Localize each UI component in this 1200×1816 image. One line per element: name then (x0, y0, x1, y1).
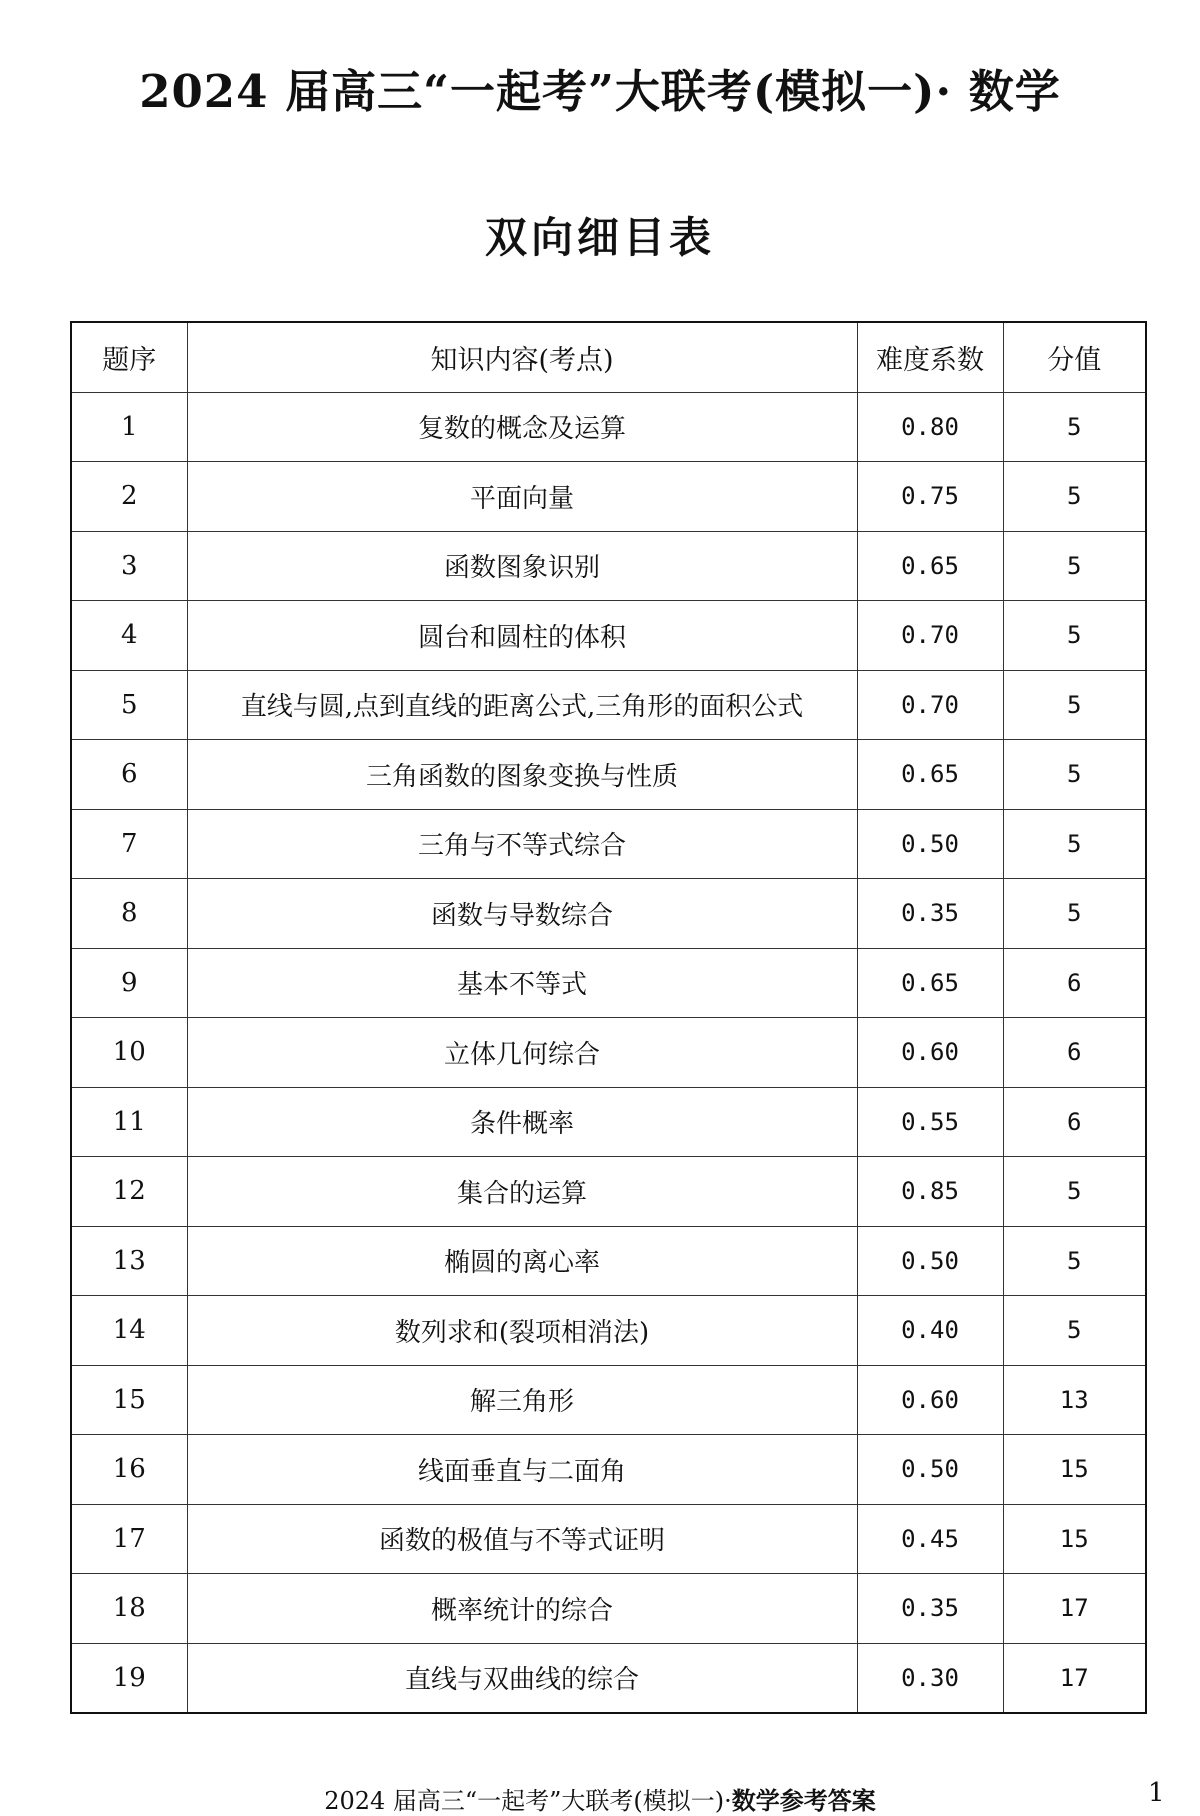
cell-score: 5 (1003, 670, 1146, 740)
cell-difficulty: 0.80 (857, 392, 1003, 462)
table-row (71, 1296, 1146, 1366)
cell-knowledge-content: 集合的运算 (187, 1157, 857, 1227)
table-container (70, 321, 1145, 1714)
cell-question-number: 16 (71, 1435, 187, 1505)
table-row (71, 1504, 1146, 1574)
cell-difficulty: 0.35 (857, 1574, 1003, 1644)
cell-score: 15 (1003, 1504, 1146, 1574)
cell-question-number: 2 (71, 462, 187, 532)
cell-difficulty: 0.65 (857, 740, 1003, 810)
cell-score: 5 (1003, 1157, 1146, 1227)
cell-difficulty: 0.40 (857, 1296, 1003, 1366)
table-row (71, 1435, 1146, 1505)
cell-difficulty: 0.50 (857, 1226, 1003, 1296)
cell-score: 5 (1003, 740, 1146, 810)
table-row (71, 531, 1146, 601)
cell-knowledge-content: 数列求和(裂项相消法) (187, 1296, 857, 1366)
cell-question-number: 7 (71, 809, 187, 879)
specification-table (70, 321, 1147, 1714)
header-difficulty: 难度系数 (857, 322, 1003, 392)
cell-question-number: 14 (71, 1296, 187, 1366)
table-row (71, 670, 1146, 740)
header-knowledge-content: 知识内容(考点) (187, 322, 857, 392)
table-row (71, 1018, 1146, 1088)
cell-knowledge-content: 函数的极值与不等式证明 (187, 1504, 857, 1574)
table-row (71, 1226, 1146, 1296)
cell-knowledge-content: 平面向量 (187, 462, 857, 532)
cell-knowledge-content: 函数与导数综合 (187, 879, 857, 949)
cell-question-number: 10 (71, 1018, 187, 1088)
table-row (71, 879, 1146, 949)
footer-text-bold: 数学参考答案 (731, 1786, 876, 1815)
cell-score: 6 (1003, 1087, 1146, 1157)
table-row (71, 601, 1146, 671)
cell-difficulty: 0.65 (857, 531, 1003, 601)
cell-difficulty: 0.35 (857, 879, 1003, 949)
cell-knowledge-content: 概率统计的综合 (187, 1574, 857, 1644)
cell-difficulty: 0.65 (857, 948, 1003, 1018)
cell-score: 5 (1003, 392, 1146, 462)
cell-question-number: 8 (71, 879, 187, 949)
cell-question-number: 17 (71, 1504, 187, 1574)
table-row (71, 1643, 1146, 1713)
cell-difficulty: 0.60 (857, 1018, 1003, 1088)
table-row (71, 392, 1146, 462)
cell-knowledge-content: 椭圆的离心率 (187, 1226, 857, 1296)
cell-knowledge-content: 三角与不等式综合 (187, 809, 857, 879)
section-title: 双向细目表 (484, 213, 715, 262)
cell-question-number: 4 (71, 601, 187, 671)
table-row (71, 1574, 1146, 1644)
cell-score: 15 (1003, 1435, 1146, 1505)
cell-difficulty: 0.55 (857, 1087, 1003, 1157)
cell-difficulty: 0.70 (857, 601, 1003, 671)
cell-knowledge-content: 条件概率 (187, 1087, 857, 1157)
table-row (71, 1365, 1146, 1435)
cell-question-number: 6 (71, 740, 187, 810)
cell-knowledge-content: 直线与圆,点到直线的距离公式,三角形的面积公式 (187, 670, 857, 740)
cell-difficulty: 0.45 (857, 1504, 1003, 1574)
cell-score: 17 (1003, 1643, 1146, 1713)
cell-question-number: 11 (71, 1087, 187, 1157)
cell-question-number: 12 (71, 1157, 187, 1227)
document-title: 2024 届高三“一起考”大联考(模拟一)· 数学 (139, 65, 1061, 118)
cell-question-number: 5 (71, 670, 187, 740)
cell-question-number: 18 (71, 1574, 187, 1644)
cell-difficulty: 0.75 (857, 462, 1003, 532)
cell-knowledge-content: 立体几何综合 (187, 1018, 857, 1088)
cell-score: 5 (1003, 879, 1146, 949)
cell-knowledge-content: 函数图象识别 (187, 531, 857, 601)
cell-knowledge-content: 解三角形 (187, 1365, 857, 1435)
cell-score: 5 (1003, 531, 1146, 601)
table-row (71, 740, 1146, 810)
footer-text: 2024 届高三“一起考”大联考(模拟一)· (324, 1787, 732, 1815)
cell-difficulty: 0.70 (857, 670, 1003, 740)
cell-knowledge-content: 复数的概念及运算 (187, 392, 857, 462)
header-score: 分值 (1003, 322, 1146, 392)
table-row (71, 1157, 1146, 1227)
cell-score: 5 (1003, 1296, 1146, 1366)
cell-question-number: 1 (71, 392, 187, 462)
cell-score: 5 (1003, 462, 1146, 532)
cell-difficulty: 0.50 (857, 1435, 1003, 1505)
cell-score: 5 (1003, 809, 1146, 879)
cell-score: 5 (1003, 601, 1146, 671)
table-row (71, 1087, 1146, 1157)
cell-question-number: 15 (71, 1365, 187, 1435)
cell-difficulty: 0.30 (857, 1643, 1003, 1713)
cell-knowledge-content: 基本不等式 (187, 948, 857, 1018)
cell-score: 5 (1003, 1226, 1146, 1296)
table-row (71, 948, 1146, 1018)
cell-knowledge-content: 线面垂直与二面角 (187, 1435, 857, 1505)
cell-difficulty: 0.60 (857, 1365, 1003, 1435)
cell-knowledge-content: 圆台和圆柱的体积 (187, 601, 857, 671)
page-number: 1 (1148, 1778, 1165, 1808)
cell-question-number: 13 (71, 1226, 187, 1296)
cell-score: 6 (1003, 948, 1146, 1018)
cell-question-number: 3 (71, 531, 187, 601)
cell-score: 6 (1003, 1018, 1146, 1088)
header-question-number: 题序 (71, 322, 187, 392)
table-body (71, 392, 1146, 1713)
cell-knowledge-content: 三角函数的图象变换与性质 (187, 740, 857, 810)
cell-difficulty: 0.85 (857, 1157, 1003, 1227)
table-header-row (71, 322, 1146, 392)
cell-question-number: 9 (71, 948, 187, 1018)
page-footer (0, 1781, 1200, 1816)
table-row (71, 809, 1146, 879)
cell-score: 17 (1003, 1574, 1146, 1644)
cell-difficulty: 0.50 (857, 809, 1003, 879)
cell-question-number: 19 (71, 1643, 187, 1713)
cell-knowledge-content: 直线与双曲线的综合 (187, 1643, 857, 1713)
table-row (71, 462, 1146, 532)
cell-score: 13 (1003, 1365, 1146, 1435)
